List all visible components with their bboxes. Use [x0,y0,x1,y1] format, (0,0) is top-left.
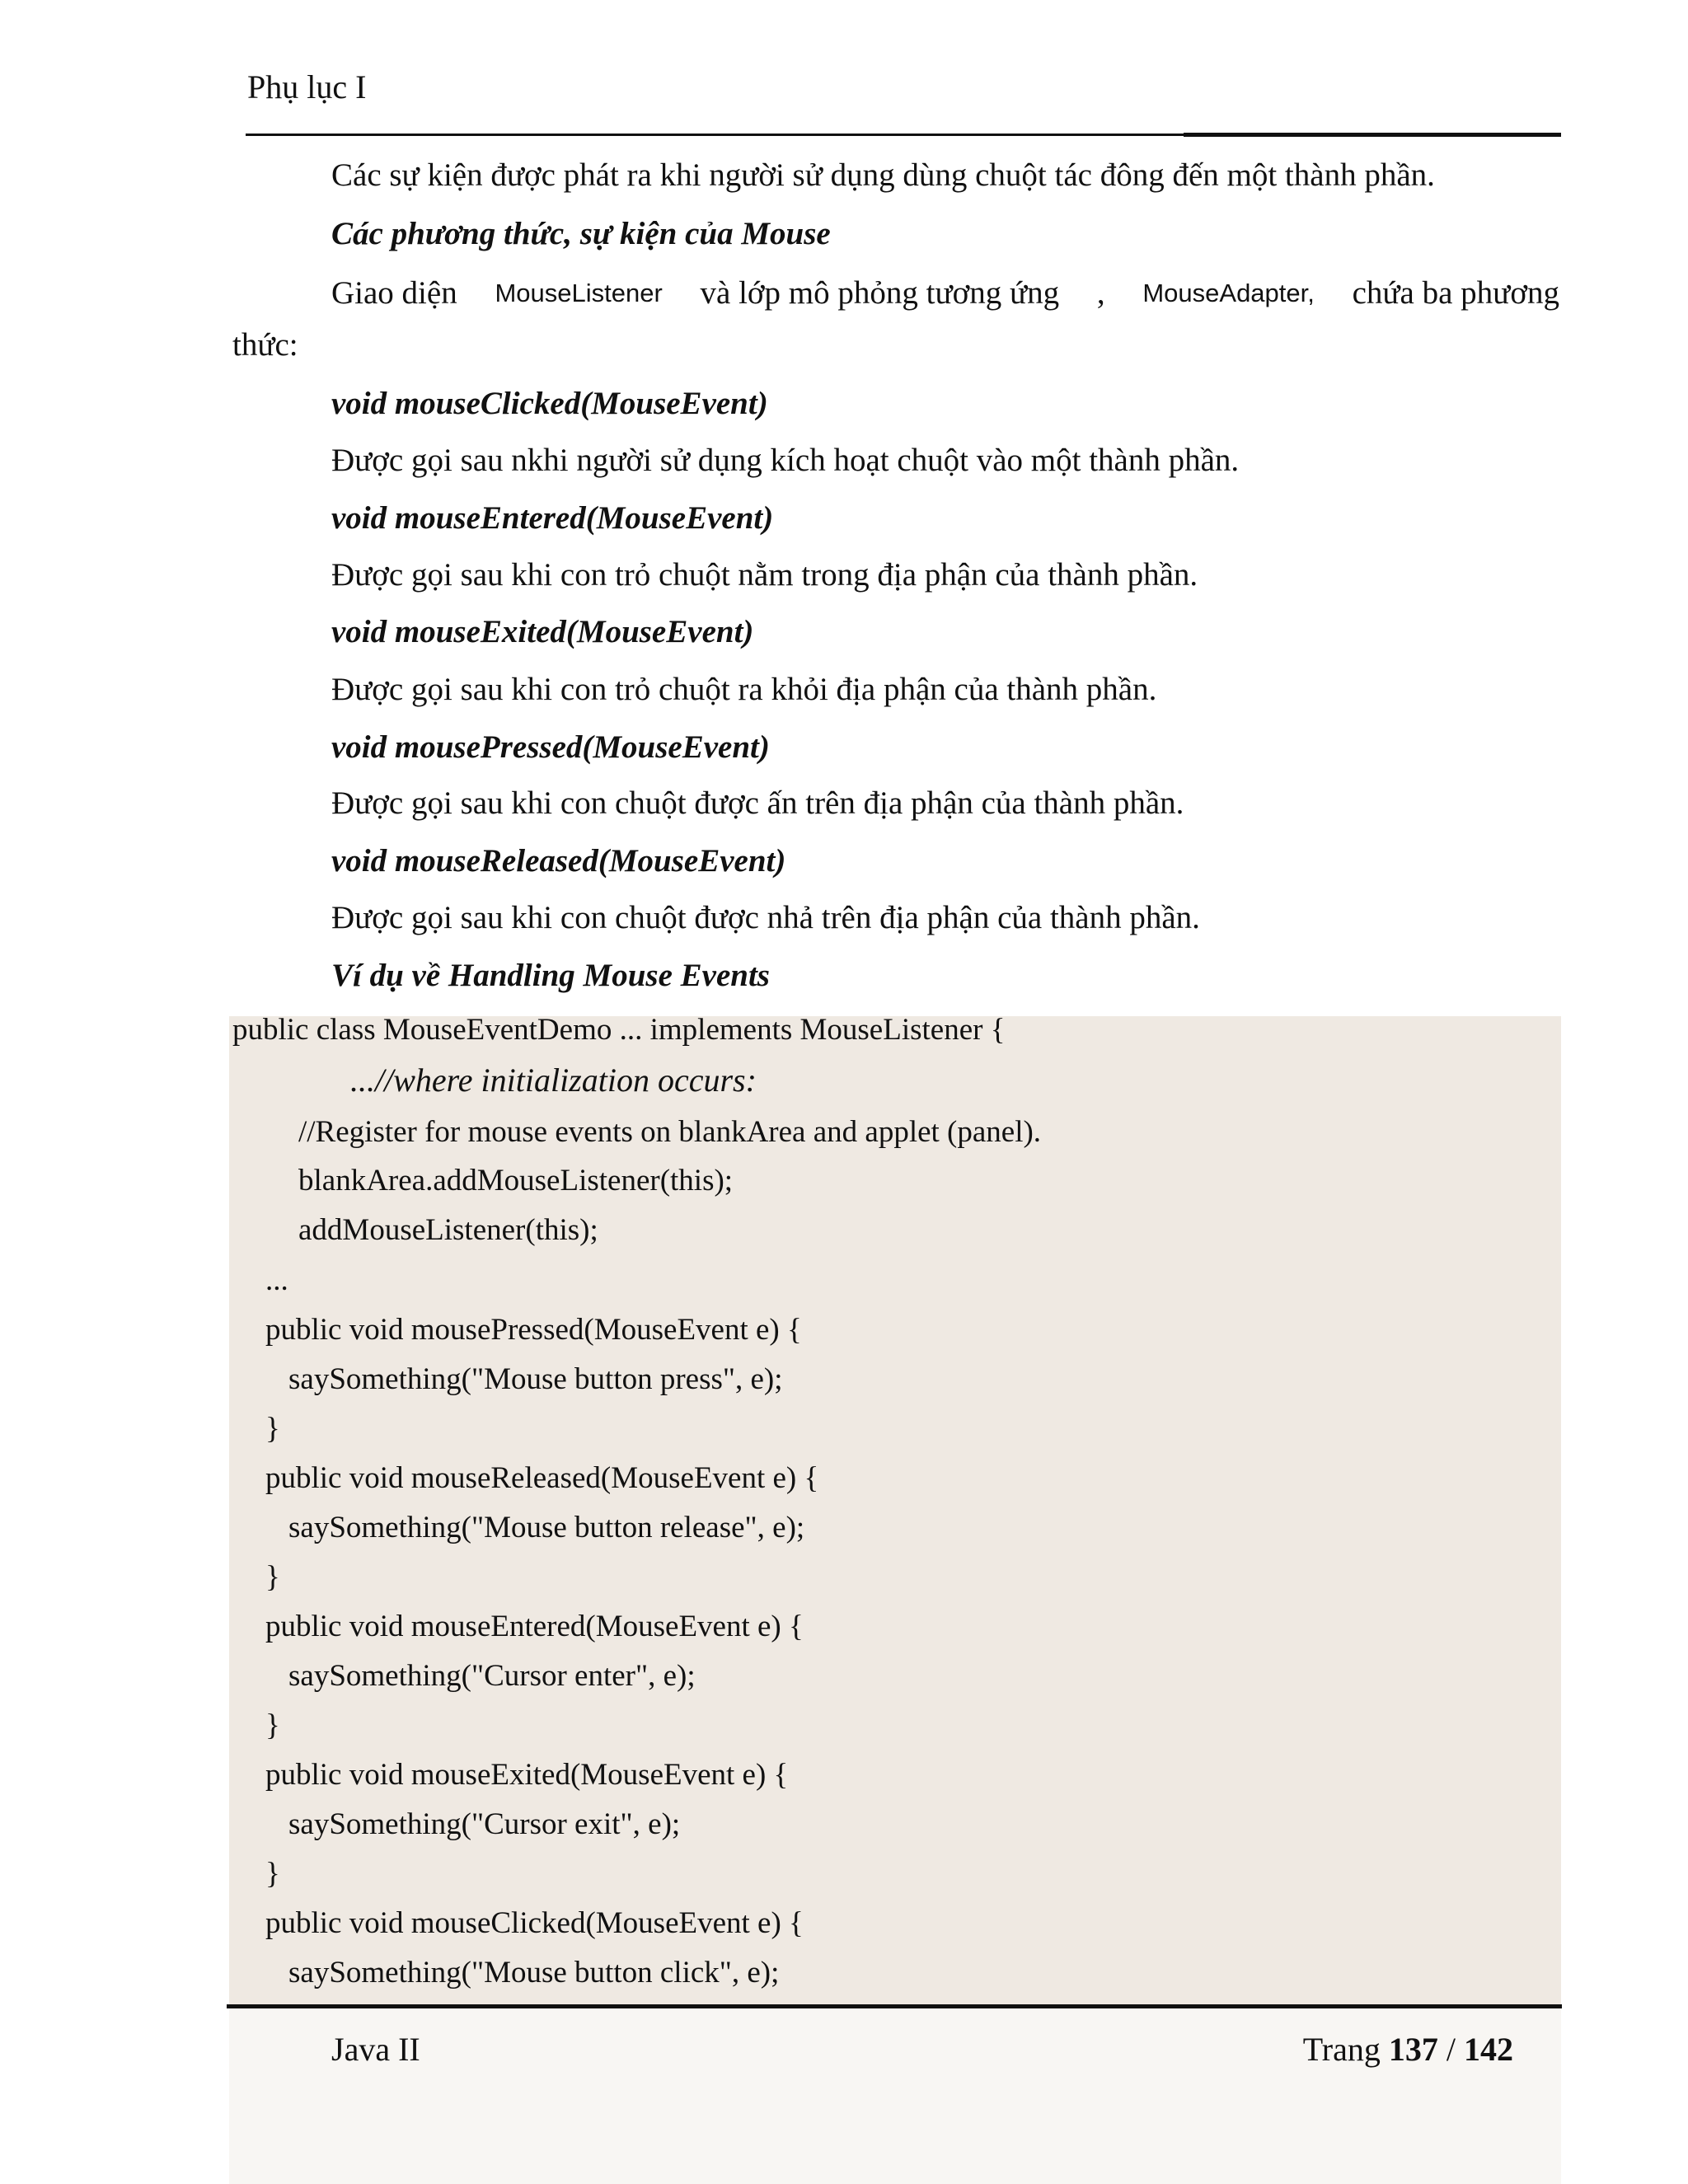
mouselistener-code: MouseListener [495,279,663,307]
code-line: } [265,1857,280,1891]
page-separator: / [1446,2031,1456,2068]
interface-word-4: chứa ba phương [1352,275,1559,311]
footer-course: Java II [331,2031,420,2068]
example-heading: Ví dụ về Handling Mouse Events [331,958,770,993]
method-description: Được gọi sau khi con chuột được ấn trên địa phận của thành phần. [331,785,1184,821]
total-pages: 142 [1464,2031,1513,2068]
code-line: public void mousePressed(MouseEvent e) { [265,1313,802,1347]
section-heading: Các phương thức, sự kiện của Mouse [331,216,831,251]
method-signature: void mouseClicked(MouseEvent) [331,386,768,421]
code-line: public void mouseClicked(MouseEvent e) { [265,1906,804,1940]
code-line: //Register for mouse events on blankArea and applet (panel). [298,1115,1042,1149]
code-line: blankArea.addMouseListener(this); [298,1164,734,1197]
code-line: saySomething("Cursor exit", e); [288,1807,681,1841]
code-line: } [265,1708,280,1742]
method-description: Được gọi sau khi con trỏ chuột nằm trong địa phận của thành phần. [331,557,1198,593]
method-signature: void mouseExited(MouseEvent) [331,614,754,649]
method-signature: void mouseReleased(MouseEvent) [331,843,786,879]
interface-word-3: , [1096,275,1105,311]
code-line: public class MouseEventDemo ... implements MouseListener { [232,1013,1006,1047]
page-label: Trang [1302,2031,1381,2068]
code-line: saySomething("Mouse button release", e); [288,1511,805,1544]
current-page: 137 [1388,2031,1438,2068]
method-description: Được gọi sau nkhi người sử dụng kích hoạt chuột vào một thành phần. [331,443,1240,478]
interface-word-2: và lớp mô phỏng tương ứng [700,275,1060,311]
footer-page-number [1303,2030,1513,2069]
footer-rule [227,2004,1562,2008]
code-line: ... [265,1263,288,1297]
interface-continuation: thức: [232,327,298,363]
method-description: Được gọi sau khi con chuột được nhả trên địa phận của thành phần. [331,900,1200,935]
method-description: Được gọi sau khi con trỏ chuột ra khỏi địa phận của thành phần. [331,672,1157,707]
code-comment: ...//where initialization occurs: [350,1062,757,1099]
page-header: Phụ lục I [247,68,367,105]
code-line: saySomething("Mouse button click", e); [288,1956,780,1990]
code-line: saySomething("Cursor enter", e); [288,1659,696,1693]
code-line: saySomething("Mouse button press", e); [288,1362,783,1396]
header-rule-thick [1184,133,1561,137]
mouseadapter-code: MouseAdapter, [1142,279,1315,307]
method-signature: void mouseEntered(MouseEvent) [331,500,774,536]
intro-paragraph: Các sự kiện được phát ra khi người sử dụng dùng chuột tác đông đến một thành phần. [331,157,1435,193]
code-line: } [265,1560,280,1594]
interface-word-1: Giao diện [331,275,457,311]
code-line: addMouseListener(this); [298,1213,598,1247]
method-signature: void mousePressed(MouseEvent) [331,729,770,765]
code-line: } [265,1412,280,1446]
interface-line [331,274,1559,312]
code-line: public void mouseReleased(MouseEvent e) { [265,1461,819,1495]
code-line: public void mouseExited(MouseEvent e) { [265,1758,789,1792]
code-line: public void mouseEntered(MouseEvent e) { [265,1610,804,1643]
